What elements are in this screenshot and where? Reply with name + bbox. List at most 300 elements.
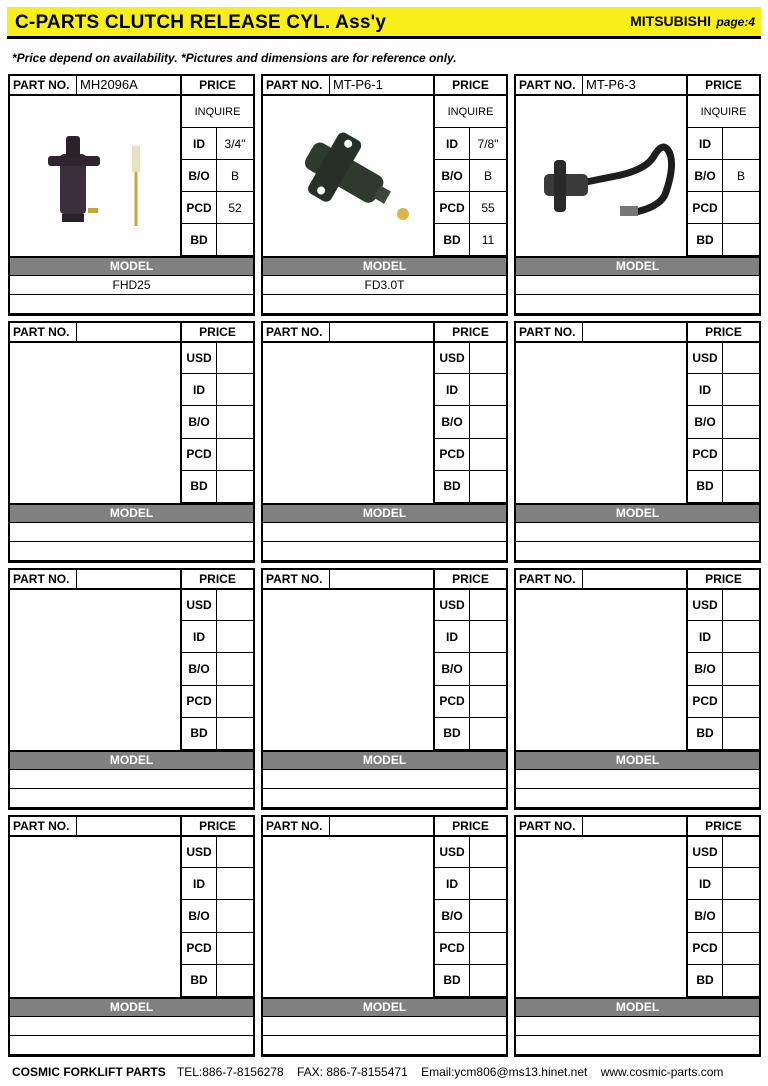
spec-row	[688, 868, 759, 900]
part-no-label: PART NO.	[266, 78, 323, 92]
spec-label: PCD	[435, 686, 470, 717]
spec-row	[688, 160, 759, 192]
price-label: PRICE	[180, 817, 253, 835]
footer-fax: FAX: 886-7-8155471	[297, 1065, 408, 1079]
spec-row	[688, 933, 759, 965]
clutch-cylinder-image	[516, 96, 686, 256]
spec-label: B/O	[688, 653, 723, 684]
part-no-label: PART NO.	[13, 325, 70, 339]
spec-row	[435, 160, 506, 192]
spec-value	[217, 900, 253, 931]
spec-label: BD	[182, 224, 217, 255]
model-value	[516, 770, 759, 789]
spec-row	[182, 406, 253, 438]
spec-row	[182, 192, 253, 224]
spec-value: 52	[228, 200, 242, 215]
spec-table	[686, 343, 759, 503]
footer-email: Email:ycm806@ms13.hinet.net	[421, 1065, 588, 1079]
spec-row	[435, 653, 506, 685]
spec-row	[182, 471, 253, 503]
model-label: MODEL	[263, 503, 506, 523]
spec-value	[470, 439, 506, 470]
spec-table	[433, 96, 506, 256]
spec-label: USD	[688, 343, 723, 373]
part-no-label: PART NO.	[266, 572, 323, 586]
price-label: PRICE	[686, 323, 759, 341]
spec-label: BD	[688, 224, 723, 255]
spec-row	[182, 868, 253, 900]
part-image	[516, 590, 686, 750]
spec-label: PCD	[435, 192, 470, 223]
part-no-label: PART NO.	[519, 572, 576, 586]
spec-row	[688, 837, 759, 868]
part-card	[514, 74, 761, 316]
part-image	[10, 96, 180, 256]
spec-row	[435, 128, 506, 160]
footer-company: COSMIC FORKLIFT PARTS	[12, 1065, 166, 1079]
spec-row	[435, 718, 506, 750]
spec-value	[723, 128, 759, 159]
model-value	[516, 1017, 759, 1036]
spec-row	[182, 128, 253, 160]
part-card	[8, 815, 255, 1057]
part-no-label: PART NO.	[13, 572, 70, 586]
spec-value	[723, 343, 759, 373]
spec-row	[182, 343, 253, 374]
spec-label: USD	[182, 343, 217, 373]
model-extra-row	[10, 295, 253, 314]
spec-label: B/O	[435, 900, 470, 931]
spec-value	[217, 837, 253, 867]
model-extra-row	[263, 789, 506, 808]
part-no-value	[329, 817, 433, 835]
model-label: MODEL	[516, 503, 759, 523]
spec-label: B/O	[688, 406, 723, 437]
price-label: PRICE	[686, 817, 759, 835]
part-no-label: PART NO.	[519, 78, 576, 92]
part-no-value	[582, 817, 686, 835]
spec-table	[180, 96, 253, 256]
card-header-row	[10, 817, 253, 837]
price-label: PRICE	[433, 76, 506, 94]
spec-row	[688, 900, 759, 932]
spec-label: ID	[435, 621, 470, 652]
spec-row	[435, 192, 506, 224]
spec-label: ID	[182, 374, 217, 405]
inquire-label: INQUIRE	[194, 105, 241, 118]
spec-value	[723, 406, 759, 437]
spec-label: ID	[688, 868, 723, 899]
model-value	[263, 1017, 506, 1036]
card-header-row	[10, 76, 253, 96]
spec-label: PCD	[182, 192, 217, 223]
part-image	[10, 590, 180, 750]
model-value	[10, 770, 253, 789]
model-value	[10, 1017, 253, 1036]
spec-row	[688, 343, 759, 374]
price-label: PRICE	[180, 76, 253, 94]
spec-label: ID	[435, 374, 470, 405]
model-label: MODEL	[10, 256, 253, 276]
spec-value	[217, 653, 253, 684]
spec-label: PCD	[688, 192, 723, 223]
spec-row	[435, 837, 506, 868]
spec-row	[182, 224, 253, 256]
spec-value	[470, 900, 506, 931]
spec-label: PCD	[688, 439, 723, 470]
spec-label: PCD	[182, 439, 217, 470]
spec-row	[688, 471, 759, 503]
part-image	[10, 343, 180, 503]
spec-label: ID	[182, 621, 217, 652]
spec-row-inquire	[688, 96, 759, 128]
spec-label: B/O	[688, 900, 723, 931]
part-no-label: PART NO.	[519, 819, 576, 833]
price-label: PRICE	[433, 570, 506, 588]
spec-label: B/O	[182, 900, 217, 931]
spec-row	[435, 224, 506, 256]
spec-row	[688, 621, 759, 653]
part-no-value	[329, 323, 433, 341]
spec-row	[435, 343, 506, 374]
spec-label: USD	[688, 837, 723, 867]
part-no-value	[329, 570, 433, 588]
spec-value	[470, 686, 506, 717]
spec-label: ID	[182, 868, 217, 899]
part-no-value	[582, 323, 686, 341]
spec-row	[435, 590, 506, 621]
price-label: PRICE	[433, 323, 506, 341]
spec-value	[470, 718, 506, 749]
price-label: PRICE	[433, 817, 506, 835]
price-label: PRICE	[686, 570, 759, 588]
spec-value	[470, 343, 506, 373]
page-number: page:4	[716, 15, 755, 29]
spec-label: USD	[435, 837, 470, 867]
spec-row	[182, 439, 253, 471]
spec-label: ID	[182, 128, 217, 159]
spec-label: ID	[688, 621, 723, 652]
spec-label: PCD	[435, 933, 470, 964]
spec-value	[217, 686, 253, 717]
card-header-row	[516, 570, 759, 590]
spec-value	[723, 718, 759, 749]
spec-value: 3/4"	[224, 136, 246, 151]
model-value	[10, 523, 253, 542]
spec-value	[723, 471, 759, 502]
spec-value	[217, 868, 253, 899]
page-title: C-PARTS CLUTCH RELEASE CYL. Ass'y	[15, 12, 387, 33]
inquire-label: INQUIRE	[700, 105, 747, 118]
spec-label: BD	[435, 965, 470, 996]
model-extra-row	[263, 1036, 506, 1055]
spec-row	[435, 621, 506, 653]
spec-row	[688, 718, 759, 750]
spec-value	[217, 343, 253, 373]
footer-website: www.cosmic-parts.com	[600, 1065, 724, 1079]
spec-row	[688, 686, 759, 718]
spec-row	[688, 128, 759, 160]
spec-value	[470, 868, 506, 899]
spec-row	[688, 653, 759, 685]
spec-row	[182, 160, 253, 192]
card-header-row	[516, 323, 759, 343]
spec-row	[688, 374, 759, 406]
spec-value	[470, 837, 506, 867]
spec-label: B/O	[435, 160, 470, 191]
spec-value	[723, 374, 759, 405]
spec-value	[723, 653, 759, 684]
price-label: PRICE	[180, 570, 253, 588]
spec-value: B	[483, 168, 492, 183]
spec-value: B	[736, 168, 745, 183]
spec-row	[182, 621, 253, 653]
spec-value	[723, 900, 759, 931]
model-value: FHD25	[10, 276, 253, 295]
spec-label: B/O	[688, 160, 723, 191]
part-image	[516, 343, 686, 503]
spec-row	[182, 965, 253, 997]
spec-row	[182, 653, 253, 685]
part-no-label: PART NO.	[13, 78, 70, 92]
part-image	[516, 837, 686, 997]
spec-value	[723, 837, 759, 867]
spec-table	[433, 837, 506, 997]
spec-row	[435, 868, 506, 900]
part-image	[263, 96, 433, 256]
spec-row	[435, 374, 506, 406]
spec-label: USD	[182, 590, 217, 620]
spec-row	[435, 406, 506, 438]
spec-value	[470, 471, 506, 502]
model-extra-row	[10, 542, 253, 561]
model-value	[516, 276, 759, 295]
part-no-value	[76, 323, 180, 341]
spec-value	[723, 224, 759, 255]
brand-label: MITSUBISHI	[630, 13, 711, 29]
spec-value: 11	[481, 232, 495, 247]
model-extra-row	[263, 295, 506, 314]
spec-value	[470, 621, 506, 652]
part-image	[263, 590, 433, 750]
spec-label: BD	[688, 471, 723, 502]
part-no-label: PART NO.	[13, 819, 70, 833]
spec-value	[217, 621, 253, 652]
spec-table	[180, 343, 253, 503]
spec-row	[688, 192, 759, 224]
spec-label: BD	[688, 718, 723, 749]
part-card	[261, 568, 508, 810]
part-card	[261, 321, 508, 563]
inquire-label: INQUIRE	[447, 105, 494, 118]
model-label: MODEL	[10, 997, 253, 1017]
part-no-value	[582, 570, 686, 588]
spec-value	[217, 471, 253, 502]
spec-label: BD	[182, 718, 217, 749]
spec-value	[217, 933, 253, 964]
model-label: MODEL	[516, 750, 759, 770]
spec-label: USD	[435, 343, 470, 373]
model-label: MODEL	[10, 503, 253, 523]
spec-value	[217, 406, 253, 437]
spec-value	[723, 686, 759, 717]
part-no-value	[76, 817, 180, 835]
spec-label: PCD	[435, 439, 470, 470]
model-extra-row	[10, 1036, 253, 1055]
spec-label: ID	[435, 128, 470, 159]
model-extra-row	[516, 789, 759, 808]
part-card	[261, 74, 508, 316]
spec-label: ID	[688, 128, 723, 159]
model-extra-row	[516, 1036, 759, 1055]
spec-row	[182, 590, 253, 621]
card-header-row	[10, 570, 253, 590]
spec-row	[435, 933, 506, 965]
spec-row	[688, 965, 759, 997]
spec-row	[182, 718, 253, 750]
model-extra-row	[516, 542, 759, 561]
spec-label: PCD	[688, 686, 723, 717]
spec-label: BD	[688, 965, 723, 996]
spec-value	[470, 965, 506, 996]
part-no-value: MT-P6-1	[329, 76, 433, 94]
spec-table	[686, 96, 759, 256]
page-footer	[12, 1065, 733, 1079]
part-card	[261, 815, 508, 1057]
part-card	[514, 815, 761, 1057]
spec-value	[723, 933, 759, 964]
model-extra-row	[516, 295, 759, 314]
spec-row	[688, 406, 759, 438]
spec-row-inquire	[435, 96, 506, 128]
card-header-row	[516, 817, 759, 837]
card-header-row	[263, 323, 506, 343]
spec-table	[686, 837, 759, 997]
card-header-row	[263, 570, 506, 590]
part-card	[8, 568, 255, 810]
spec-row	[688, 224, 759, 256]
spec-value	[470, 933, 506, 964]
spec-row	[435, 686, 506, 718]
spec-label: B/O	[182, 653, 217, 684]
spec-value	[217, 965, 253, 996]
spec-label: ID	[435, 868, 470, 899]
spec-row	[688, 590, 759, 621]
spec-label: B/O	[182, 406, 217, 437]
spec-value: B	[230, 168, 239, 183]
spec-value	[217, 590, 253, 620]
price-label: PRICE	[686, 76, 759, 94]
part-card	[8, 321, 255, 563]
model-label: MODEL	[10, 750, 253, 770]
model-label: MODEL	[263, 750, 506, 770]
spec-label: BD	[435, 224, 470, 255]
part-image	[516, 96, 686, 256]
spec-row	[688, 439, 759, 471]
part-image	[263, 837, 433, 997]
part-card	[514, 321, 761, 563]
part-no-label: PART NO.	[266, 819, 323, 833]
spec-value	[470, 406, 506, 437]
price-label: PRICE	[180, 323, 253, 341]
spec-label: BD	[182, 965, 217, 996]
part-no-value	[76, 570, 180, 588]
part-no-value: MT-P6-3	[582, 76, 686, 94]
spec-value	[217, 718, 253, 749]
spec-label: USD	[688, 590, 723, 620]
part-no-label: PART NO.	[519, 325, 576, 339]
spec-label: BD	[182, 471, 217, 502]
model-value	[263, 770, 506, 789]
spec-label: ID	[688, 374, 723, 405]
card-header-row	[10, 323, 253, 343]
spec-label: B/O	[182, 160, 217, 191]
spec-value	[723, 590, 759, 620]
spec-label: USD	[182, 837, 217, 867]
spec-row	[435, 471, 506, 503]
page-header	[7, 7, 761, 39]
spec-table	[180, 837, 253, 997]
spec-row	[435, 900, 506, 932]
part-card	[514, 568, 761, 810]
model-label: MODEL	[263, 256, 506, 276]
part-no-label: PART NO.	[266, 325, 323, 339]
spec-row	[182, 900, 253, 932]
spec-label: PCD	[688, 933, 723, 964]
model-label: MODEL	[516, 256, 759, 276]
part-card	[8, 74, 255, 316]
clutch-cylinder-image	[263, 96, 433, 256]
model-extra-row	[263, 542, 506, 561]
spec-value	[470, 374, 506, 405]
spec-value: 55	[481, 200, 495, 215]
part-image	[263, 343, 433, 503]
spec-row	[182, 686, 253, 718]
part-no-value: MH2096A	[76, 76, 180, 94]
spec-label: USD	[435, 590, 470, 620]
disclaimer-note: *Price depend on availability. *Pictures and dimensions are for reference only.	[12, 51, 457, 65]
spec-row-inquire	[182, 96, 253, 128]
spec-table	[180, 590, 253, 750]
model-label: MODEL	[516, 997, 759, 1017]
model-value	[516, 523, 759, 542]
spec-table	[686, 590, 759, 750]
model-label: MODEL	[263, 997, 506, 1017]
card-header-row	[516, 76, 759, 96]
spec-value	[217, 374, 253, 405]
spec-label: BD	[435, 471, 470, 502]
clutch-cylinder-image	[10, 96, 180, 256]
spec-value: 7/8"	[477, 136, 499, 151]
spec-table	[433, 590, 506, 750]
spec-value	[723, 965, 759, 996]
spec-row	[435, 439, 506, 471]
card-header-row	[263, 76, 506, 96]
spec-value	[723, 439, 759, 470]
spec-value	[217, 439, 253, 470]
spec-value	[217, 224, 253, 255]
model-value	[263, 523, 506, 542]
part-image	[10, 837, 180, 997]
spec-table	[433, 343, 506, 503]
spec-row	[182, 933, 253, 965]
spec-value	[723, 621, 759, 652]
model-value: FD3.0T	[263, 276, 506, 295]
spec-value	[723, 868, 759, 899]
spec-row	[435, 965, 506, 997]
card-header-row	[263, 817, 506, 837]
spec-label: PCD	[182, 686, 217, 717]
